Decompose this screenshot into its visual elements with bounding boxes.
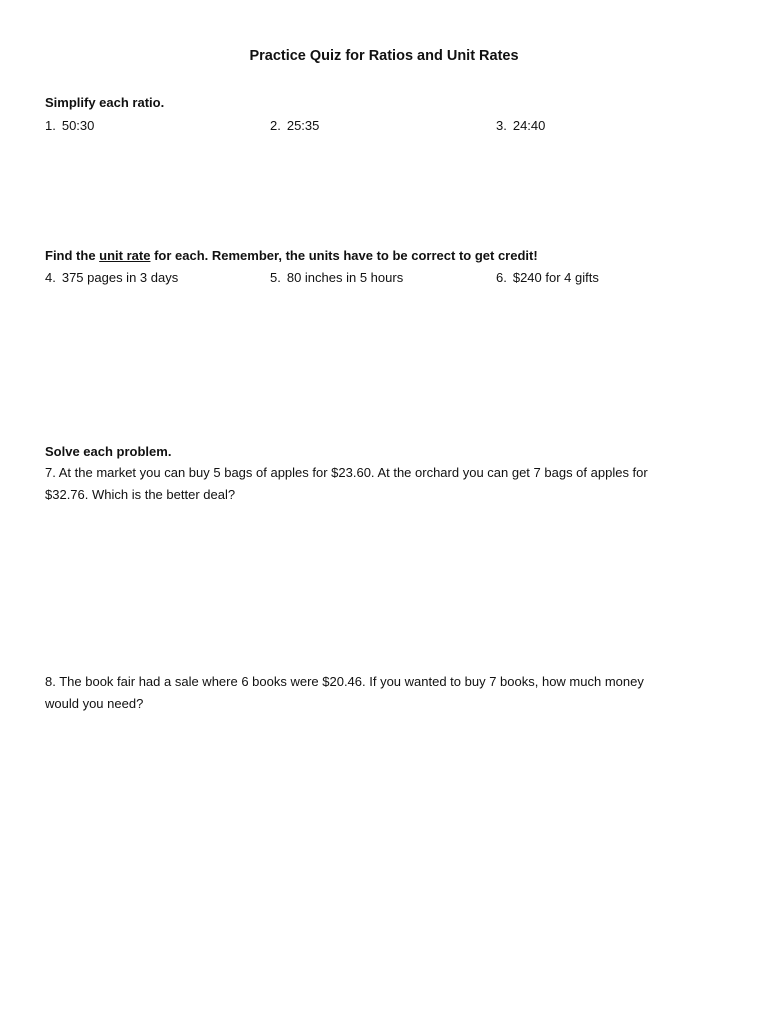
question-text-line: $32.76. Which is the better deal? <box>45 487 236 502</box>
question-text: $240 for 4 gifts <box>512 270 599 285</box>
section-heading-simplify: Simplify each ratio. <box>45 95 165 110</box>
question-text: 50:30 <box>61 118 95 133</box>
question-text-line: would you need? <box>45 696 144 711</box>
section-heading-solve: Solve each problem. <box>45 444 172 459</box>
question-number: 3. <box>496 118 507 133</box>
question-number: 5. <box>270 270 281 285</box>
question-text-line: 8. The book fair had a sale where 6 books were $20.46. If you wanted to buy 7 books, how much money <box>45 674 644 689</box>
question-text: 25:35 <box>286 118 320 133</box>
question-text: 80 inches in 5 hours <box>286 270 404 285</box>
heading-underlined-term: unit rate <box>99 248 151 263</box>
question-text: 375 pages in 3 days <box>61 270 179 285</box>
heading-part: for each. Remember, the units have to be correct to get credit! <box>150 248 538 263</box>
question-3 <box>496 118 545 133</box>
question-number: 4. <box>45 270 56 285</box>
question-5 <box>270 270 403 285</box>
question-4 <box>45 270 178 285</box>
question-1 <box>45 118 94 133</box>
section-heading-unit-rate <box>45 248 538 263</box>
heading-part: Find the <box>45 248 100 263</box>
question-8 <box>45 671 705 715</box>
question-number: 2. <box>270 118 281 133</box>
page-title: Practice Quiz for Ratios and Unit Rates <box>249 48 519 64</box>
question-text-line: 7. At the market you can buy 5 bags of apples for $23.60. At the orchard you can get 7 bags of apples for <box>45 465 648 480</box>
question-number: 1. <box>45 118 56 133</box>
ratio-items-row <box>45 118 725 138</box>
question-2 <box>270 118 319 133</box>
question-text: 24:40 <box>512 118 546 133</box>
unit-rate-items-row <box>45 270 725 290</box>
question-6 <box>496 270 599 285</box>
question-7 <box>45 462 705 506</box>
question-number: 6. <box>496 270 507 285</box>
